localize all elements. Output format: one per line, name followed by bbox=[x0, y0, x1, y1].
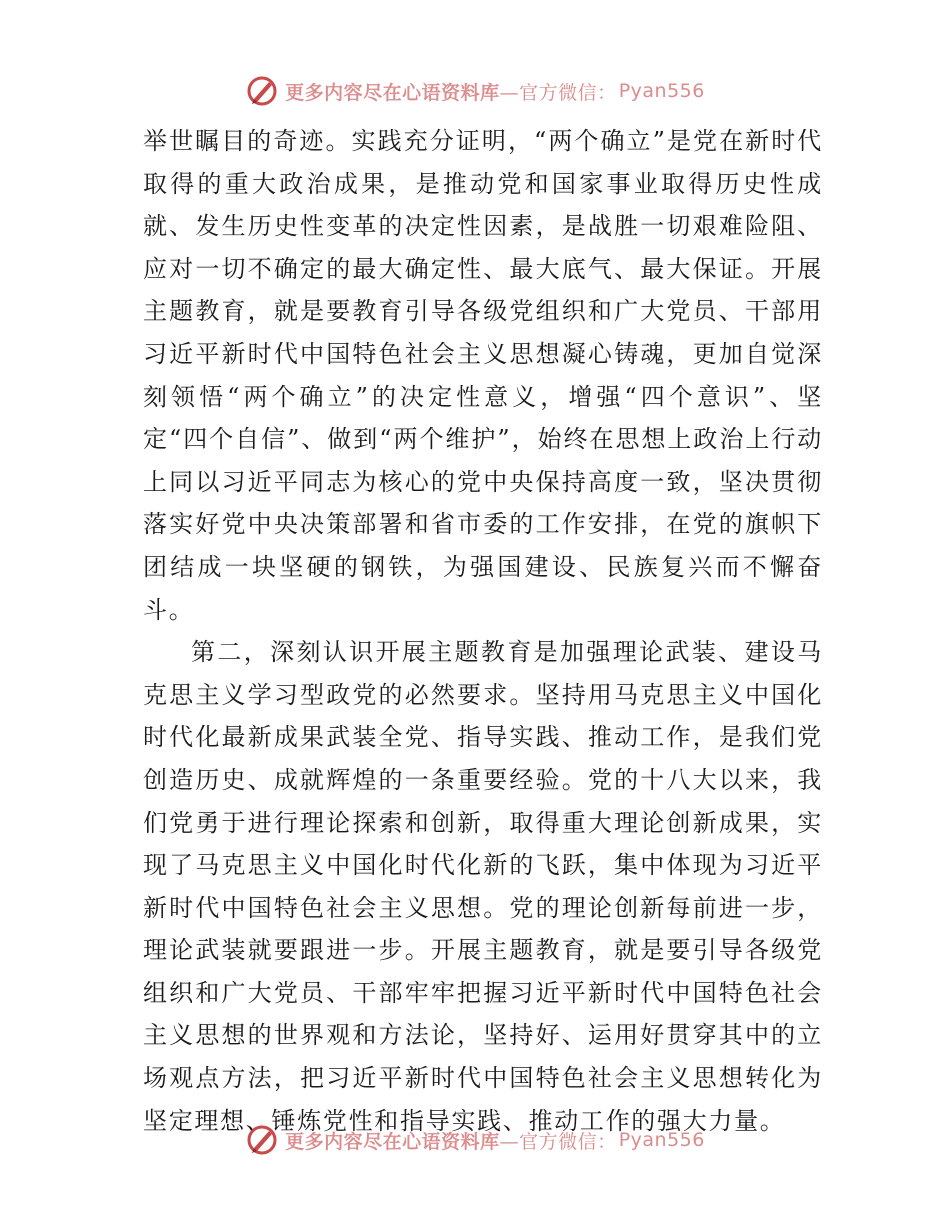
footer-watermark-banner bbox=[0, 1120, 950, 1160]
watermark-brand-text: 更多内容尽在心语资料库 bbox=[285, 1130, 500, 1153]
watermark-wechat-handle: Pyan556 bbox=[618, 80, 705, 102]
paragraph-second-point: 第二，深刻认识开展主题教育是加强理论武装、建设马克思主义学习型政党的必然要求。坚持用马克思主义中国化时代化最新成果武装全党、指导实践、推动工作，是我们党创造历史、成就辉煌的一条重要经验。党的十八大以来，我们党勇于进行理论探索和创新，取得重大理论创新成果，实现了马克思主义中国化时代化新的飞跃，集中体现为习近平新时代中国特色社会主义思想。党的理论创新每前进一步，理论武装就要跟进一步。开展主题教育，就是要引导各级党组织和广大党员、干部牢牢把握习近平新时代中国特色社会主义思想的世界观和方法论，坚持好、运用好贯穿其中的立场观点方法，把习近平新时代中国特色社会主义思想转化为坚定理想、锤炼党性和指导实践、推动工作的强大力量。 bbox=[143, 638, 823, 1135]
watermark-wechat-handle: Pyan556 bbox=[618, 1129, 705, 1151]
watermark-brand-text: 更多内容尽在心语资料库 bbox=[285, 81, 500, 104]
header-watermark-banner bbox=[0, 71, 950, 111]
watermark-separator-text: —官方微信： bbox=[499, 1130, 617, 1153]
document-body bbox=[143, 120, 823, 1142]
pen-circle-logo-icon bbox=[245, 74, 279, 108]
pen-circle-logo-icon bbox=[245, 1123, 279, 1157]
paragraph-continuation: 举世瞩目的奇迹。实践充分证明，“两个确立”是党在新时代取得的重大政治成果，是推动党和国家事业取得历史性成就、发生历史性变革的决定性因素，是战胜一切艰难险阻、应对一切不确定的最大确定性、最大底气、最大保证。开展主题教育，就是要教育引导各级党组织和广大党员、干部用习近平新时代中国特色社会主义思想凝心铸魂，更加自觉深刻领悟“两个确立”的决定性意义，增强“四个意识”、坚定“四个自信”、做到“两个维护”，始终在思想上政治上行动上同以习近平同志为核心的党中央保持高度一致，坚决贯彻落实好党中央决策部署和省市委的工作安排，在党的旗帜下团结成一块坚硬的钢铁，为强国建设、民族复兴而不懈奋斗。 bbox=[143, 127, 823, 624]
watermark-separator-text: —官方微信： bbox=[499, 81, 617, 104]
